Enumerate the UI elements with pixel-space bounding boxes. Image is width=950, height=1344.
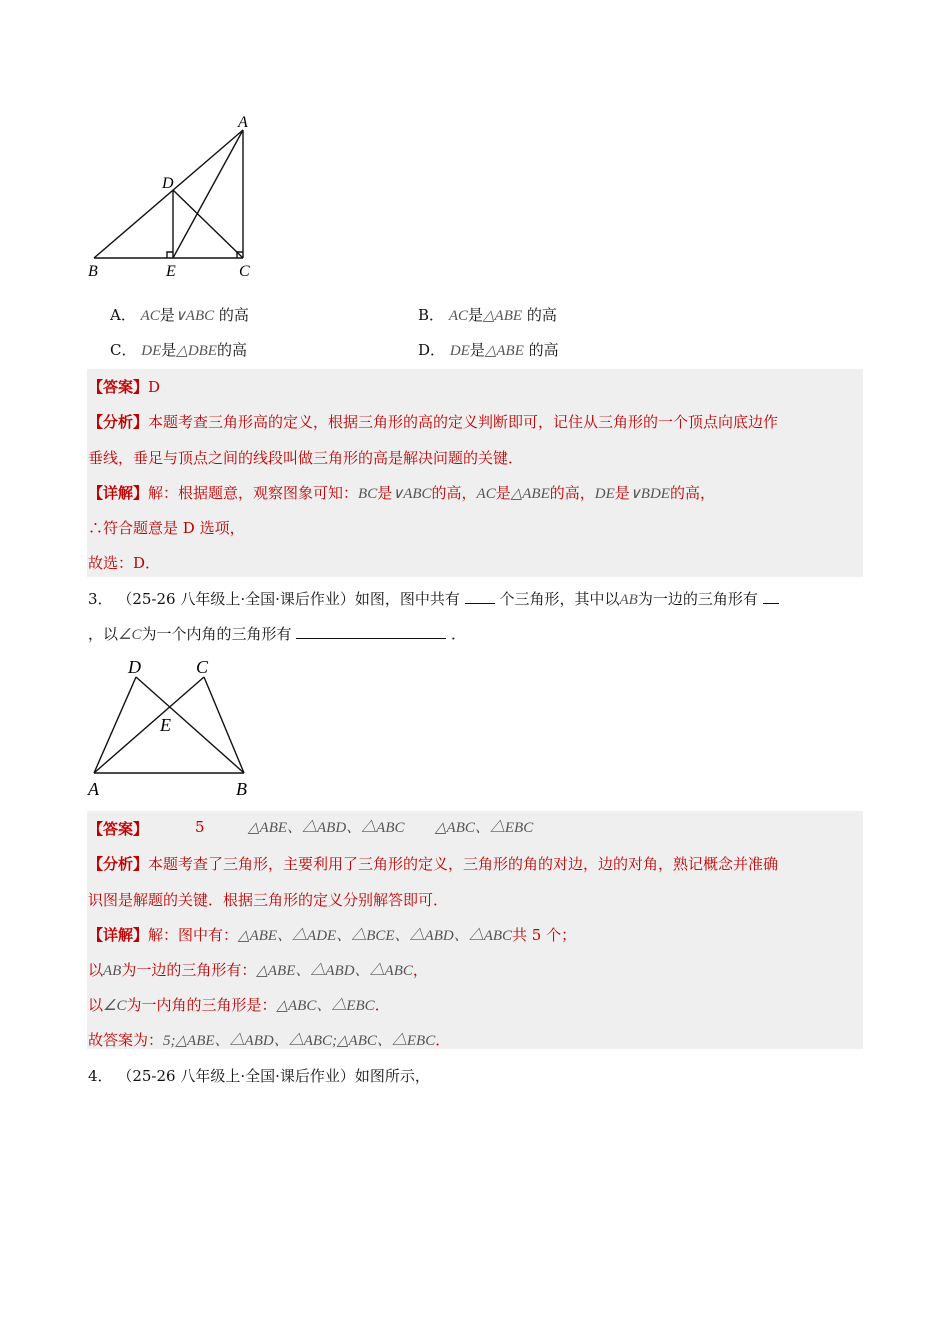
option-d[interactable]: D． DE是△ABE 的高 bbox=[418, 341, 559, 359]
q3-answer-3: △ABC、△EBC bbox=[435, 820, 534, 836]
label-C: C bbox=[239, 263, 250, 280]
q2-analysis-line1: 【分析】本题考查三角形高的定义，根据三角形的高的定义判断即可，记住从三角形的一个顶点向底边作 bbox=[88, 413, 779, 431]
q2-answer: 【答案】D bbox=[88, 378, 161, 396]
q2-detail-line2: ∴符合题意是 D 选项， bbox=[88, 519, 245, 537]
label-A: A bbox=[88, 779, 99, 799]
q2-figure bbox=[80, 110, 270, 285]
segment-AC bbox=[94, 677, 204, 773]
label-D: D bbox=[128, 657, 141, 677]
label-B: B bbox=[236, 779, 247, 799]
q2-detail-line1: 【详解】解：根据题意，观察图象可知：BC是∨ABC的高，AC是△ABE的高，DE是∨BDE的高， bbox=[88, 484, 715, 502]
q3-blank-3[interactable] bbox=[296, 624, 446, 639]
segment-AD bbox=[94, 677, 136, 773]
option-b[interactable]: B． AC是△ABE 的高 bbox=[418, 306, 557, 324]
q2-answer-box bbox=[87, 369, 863, 577]
segment-AE bbox=[173, 130, 243, 258]
q3-detail-line3: 以∠C为一内角的三角形是：△ABC、△EBC． bbox=[88, 996, 390, 1014]
q2-analysis-line2: 垂线，垂足与顶点之间的线段叫做三角形的高是解决问题的关键． bbox=[88, 449, 524, 467]
q3-answer: 【答案】 bbox=[88, 820, 149, 838]
q3-detail-line1: 【详解】解：图中有：△ABE、△ADE、△BCE、△ABD、△ABC共 5 个； bbox=[88, 926, 577, 944]
q3-analysis-line1: 【分析】本题考查了三角形，主要利用了三角形的定义，三角形的角的对边，边的对角，熟记概念并准确 bbox=[88, 855, 779, 873]
q4-question: 4． （25-26 八年级上·全国·课后作业）如图所示， bbox=[88, 1067, 430, 1085]
q3-answer-2: △ABE、△ABD、△ABC bbox=[248, 820, 405, 836]
q3-question-line2: ，以∠C为一个内角的三角形有 ． bbox=[88, 625, 467, 643]
q3-detail-line4: 故答案为：5;△ABE、△ABD、△ABC;△ABC、△EBC． bbox=[88, 1031, 451, 1049]
q3-blank-1[interactable] bbox=[465, 589, 495, 604]
label-C: C bbox=[196, 657, 209, 677]
q3-detail-line2: 以AB为一边的三角形有：△ABE、△ABD、△ABC， bbox=[88, 961, 428, 979]
right-angle-E bbox=[167, 252, 173, 258]
label-B: B bbox=[88, 263, 98, 280]
option-c[interactable]: C． DE是△DBE的高 bbox=[110, 341, 247, 359]
option-a[interactable]: A． AC是∨ABC 的高 bbox=[110, 306, 249, 324]
q3-blank-2[interactable] bbox=[763, 589, 779, 604]
segment-DB bbox=[136, 677, 244, 773]
label-E: E bbox=[160, 715, 171, 735]
segment-CB bbox=[204, 677, 244, 773]
segment-DC bbox=[173, 190, 243, 258]
label-E: E bbox=[166, 263, 176, 280]
q3-figure bbox=[80, 655, 270, 805]
segment-AB bbox=[94, 130, 243, 258]
label-A: A bbox=[238, 114, 248, 131]
q2-detail-line3: 故选：D． bbox=[88, 554, 161, 572]
q3-analysis-line2: 识图是解题的关键．根据三角形的定义分别解答即可． bbox=[88, 891, 449, 909]
label-D: D bbox=[162, 175, 174, 192]
q3-answer-1: 5 bbox=[195, 818, 205, 836]
q3-question-line1: 3． （25-26 八年级上·全国·课后作业）如图，图中共有 个三角形，其中以AB为一边的三角形有 bbox=[88, 588, 779, 609]
